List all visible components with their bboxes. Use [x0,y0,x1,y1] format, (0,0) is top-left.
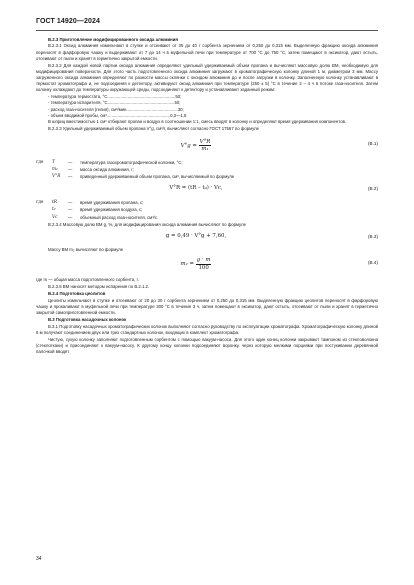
formula-b1-equals: = [192,142,197,149]
formula-b4-lhs: m₂ [180,261,188,268]
paragraph-zeolites: Цеолиты измельчают в ступке и отсеивают от 20 до 30 г сорбента зернением от 0,250 до 0,315 мм. Выделенную фракцию цеолитов переносят в фарфоровую чашку и прокаливают в муфельной печи при температуре 300 °С в течение 3 ч, затем помещают в эксикатор, дают остыть, отсеивают от пыли и хранят в герметично закрытой самоприготовленной емкости. [36,297,378,316]
document-body [36,36,378,356]
paragraph-b31: В.3.1 Подготовку насадочных хроматографических колонок выполняют согласно руководству по эксплуатации хроматографа. Хроматографическую колонку длиной 6 м получают соединением двух или трех стандартных колонок, входящих в комплект хроматографа. [36,323,378,336]
document-header: ГОСТ 14920—2024 [36,18,100,25]
parameter-gas-flow: - расход газа-носителя (гелия), см³/мин...........................................30; [48,106,184,112]
formula-b2-body: V°R = (tR – t₀) · Vc, [169,185,223,192]
where-row: V°R — приведенный удерживаемый объем пропана, см³, вычисляемый по формуле [36,174,378,180]
section-heading-b24: В.2.4 Подготовка цеолитов [48,291,106,297]
header-divider [36,30,378,31]
parameter-sample-volume: - объем вводимой пробы, см³.....................................................0,3—1,0. [48,112,188,118]
paragraph-syringe: В шприц вместимостью 1 см³ отбирают пропан и воздух в соотношении 1:1, смесь вводят в колонку и определяют время удерживания компонентов. [48,119,347,125]
formula-b4-denominator: 100 [198,264,209,271]
paragraph-column-fill: Чистую, сухую колонку заполняют подготовленным сорбентом с помощью вакуум-насоса. Для этого один конец колонки закрывают тампоном из стекловолокна (стеклоткани) и присоединяют к вакуум-насосу. К другому концу колонки подсоединяют воронку, через которую мелкими порциями при постукивании деревянной палочкой вводят [36,336,378,355]
where-lead: где [36,159,44,165]
paragraph-mass-bm: Массу ВМ m₂ вычисляют по формуле [48,246,124,252]
where-description: масса оксида алюминия, г; [80,166,134,172]
where-symbol: Vc [52,214,58,220]
formula-b2 [36,181,378,199]
formula-b4 [36,253,378,277]
where-block-1 [36,160,378,181]
where-row: t₀ — время удерживания воздуха, с; [36,207,378,213]
where-symbol: tR [52,200,57,206]
equation-number-b1: (В.1) [368,140,378,146]
where-symbol: T [52,159,55,165]
where-row: m₁ — масса оксида алюминия, г; [36,167,378,173]
formula-b1-numerator: V°R [199,138,211,145]
where-description: объемный расход газа-носителя, см³/с. [80,214,159,220]
where-block-2 [36,200,378,221]
section-heading-b23: В.2.3 Приготовление модифицированного оксида алюминия [48,36,178,42]
formula-b1 [36,133,378,159]
where-description: приведенный удерживаемый объем пропана, см³, вычисляемый по формуле [80,174,235,180]
paragraph-b235: В.2.3.5 ВМ наносят методом испарения по В.2.1.2. [48,284,150,290]
paragraph-b233: В.2.3.3 Удельный удерживаемый объем пропана V°g, см³/г, вычисляют согласно ГОСТ 17567 по формуле [48,125,260,131]
paragraph-b231: В.2.3.1 Оксид алюминия измельчают в ступке и отсеивают от 35 до 40 г сорбента зернением от 0,250 до 0,315 мм. Выделенную фракцию оксида алюминия переносят в фарфоровую чашку и выдерживают от 7 до 14 ч в муфельной печи при температуре от 700 °С до 750 °С, затем помещают в эксикатор, дают остыть, отсеивают от пыли и хранят в герметично закрытой емкости. [36,43,378,61]
formula-b3-body: g = 0,49 · V°g + 7,60, [165,232,227,239]
where-symbol: V°R [52,174,61,180]
where-row: где T — температура газохроматографической колонки, °С; [36,160,378,166]
paragraph-b234: В.2.3.4 Массовую долю ВМ g, %, для модифицирования оксида алюминия вычисляют по формуле [48,221,246,227]
formula-b1-lhs: V°g [180,142,191,149]
formula-b1-denominator: m₁ [201,145,209,152]
formula-b4-numerator: g · m [196,257,211,264]
parameter-list [48,94,378,119]
equation-number-b4: (В.4) [368,260,378,266]
formula-b3 [36,229,378,247]
section-heading-b3: В.3 Подготовка насадочных колонок [48,317,127,323]
where-lead: где [36,200,44,206]
parameter-thermostat: - температура термостата, °С.........................................................50; [48,94,182,100]
where-description: время удерживания пропана, с; [80,200,144,206]
paragraph-b232: В.2.3.2 Для каждой новой партии оксида алюминия определяют удельный удерживаемый объем пропана и вычисляют массовую долю ВМ, необходимую для модифицирования поверхности. Для этого часть подготовленного оксида алюминия загружают в хроматографическую колонку длиной 1 м, диаметром 3 мм. Массу загруженного оксида алюминия определяют по разности массы склянки с оксидом алюминия до и после загрузки в колонку. Заполненную колонку устанавливают в термостат хроматографа и, не подсоединяя к детектору, активируют оксид алюминия при температуре (250 ± 5) °С в течение 2 – 4 ч в потоке газа-носителя. Затем колонку охлаждают до температуры окружающей среды, подсоединяют к детектору и устанавливают заданный режим: [36,62,378,93]
parameter-evaporator: - температура испарителя, °С........................................................50; [48,100,181,106]
where-row: Vc — объемный расход газа-носителя, см³/с. [36,215,378,221]
where-description: температура газохроматографической колонки, °С; [80,159,183,165]
formula-b4-fraction [196,257,212,270]
equation-number-b3: (В.3) [368,233,378,239]
paragraph-where-m: где m — общая масса подготовленного сорбента, г. [36,277,139,283]
page-number: 34 [36,556,42,562]
where-description: время удерживания воздуха, с; [80,207,143,213]
where-symbol: m₁ [52,166,58,172]
formula-b1-fraction [199,139,212,152]
where-symbol: t₀ [52,207,56,213]
equation-number-b2: (В.2) [368,186,378,192]
where-row: где tR — время удерживания пропана, с; [36,200,378,206]
formula-b4-equals: = [189,261,195,268]
